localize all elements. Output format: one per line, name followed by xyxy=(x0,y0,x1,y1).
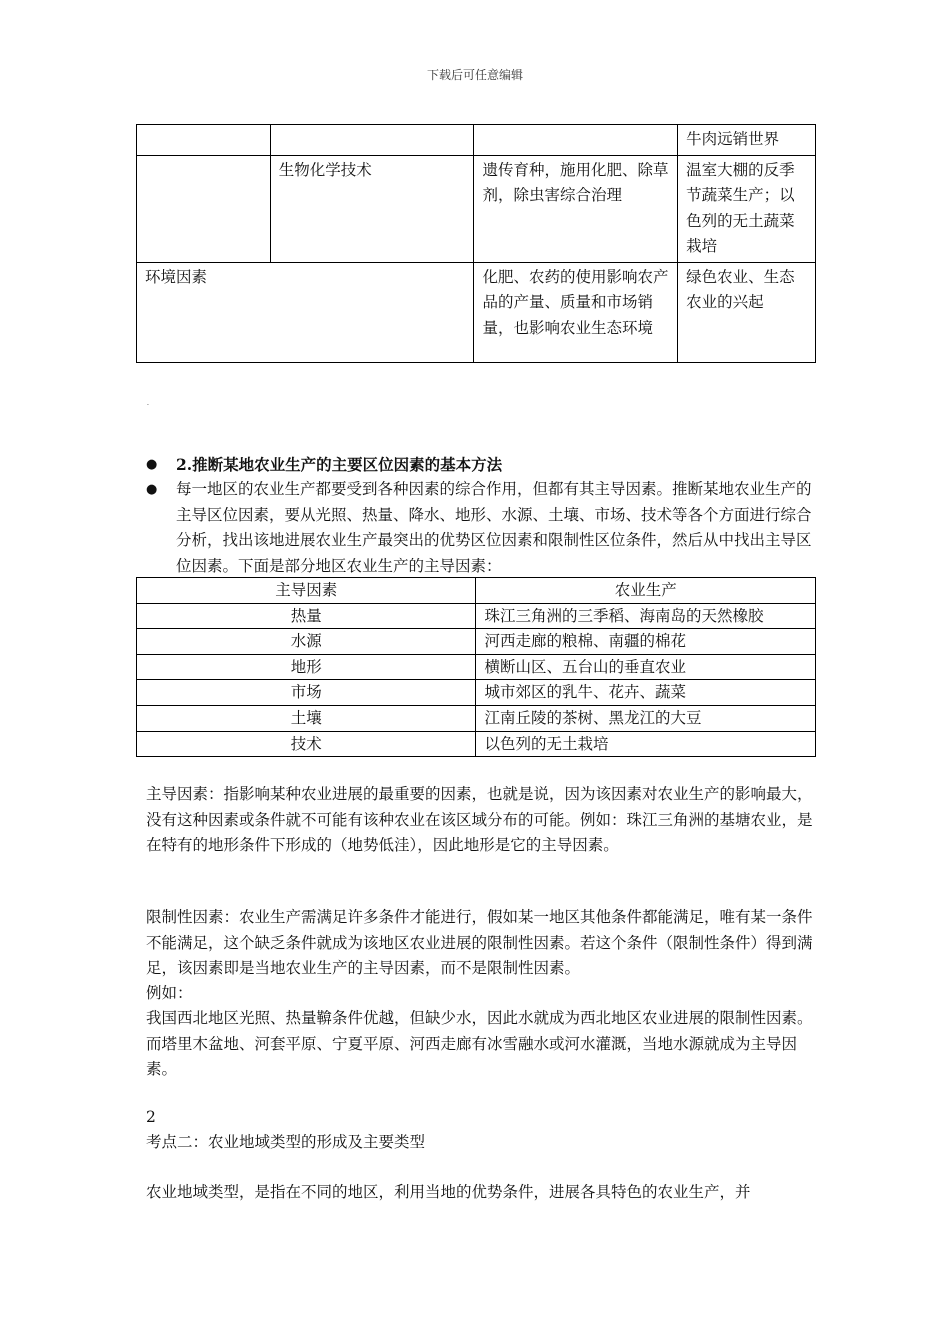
factor-table xyxy=(136,124,816,363)
table-cell: 河西走廊的粮棉、南疆的棉花 xyxy=(476,629,816,655)
table-cell xyxy=(137,125,271,156)
column-header: 农业生产 xyxy=(476,578,816,604)
table-row xyxy=(137,155,816,262)
table-cell: 城市郊区的乳牛、花卉、蔬菜 xyxy=(476,680,816,706)
bullet-heading: 2.推断某地农业生产的主要区位因素的基本方法 xyxy=(176,455,503,474)
dominant-factor-table xyxy=(136,577,816,757)
table-cell: 市场 xyxy=(137,680,476,706)
table-cell xyxy=(137,155,271,262)
page-header: 下载后可任意编辑 xyxy=(426,68,523,82)
table-row xyxy=(137,654,816,680)
table-row xyxy=(137,680,816,706)
table-cell: 温室大棚的反季节蔬菜生产；以色列的无土蔬菜栽培 xyxy=(678,155,816,262)
table-cell: 地形 xyxy=(137,654,476,680)
dominant-factor-paragraph: 主导因素：指影响某种农业进展的最重要的因素，也就是说，因为该因素对农业生产的影响最大，没有这种因素或条件就不可能有该种农业在该区域分布的可能。例如：珠江三角洲的基塘农业，是在特有的地形条件下形成的（地势低洼），因此地形是它的主导因素。 xyxy=(146,785,813,854)
bullet-icon: ● xyxy=(146,482,158,497)
table-row xyxy=(137,705,816,731)
table-cell: 土壤 xyxy=(137,705,476,731)
table-cell: 环境因素 xyxy=(137,262,474,362)
table-cell: 技术 xyxy=(137,731,476,757)
table-cell: 绿色农业、生态农业的兴起 xyxy=(678,262,816,362)
table-cell: 热量 xyxy=(137,603,476,629)
table-cell: 遗传育种，施用化肥、除草剂，除虫害综合治理 xyxy=(474,155,678,262)
table-cell: 生物化学技术 xyxy=(270,155,474,262)
table-cell: 江南丘陵的茶树、黑龙江的大豆 xyxy=(476,705,816,731)
example-label: 例如： xyxy=(146,984,193,1002)
table-cell xyxy=(270,125,474,156)
table-row xyxy=(137,603,816,629)
section-number: 2 xyxy=(146,1108,156,1126)
table-cell: 以色列的无土栽培 xyxy=(476,731,816,757)
table-cell xyxy=(474,125,678,156)
table-row xyxy=(137,731,816,757)
table-header-row xyxy=(137,578,816,604)
example-paragraph: 我国西北地区光照、热量鞥条件优越，但缺少水，因此水就成为西北地区农业进展的限制性因素。而塔里木盆地、河套平原、宁夏平原、河西走廊有冰雪融水或河水灌溉，当地水源就成为主导因素。 xyxy=(146,1009,813,1078)
table-row xyxy=(137,262,816,362)
section-title: 考点二：农业地域类型的形成及主要类型 xyxy=(146,1133,426,1151)
table-cell: 化肥、农药的使用影响农产品的产量、质量和市场销量，也影响农业生态环境 xyxy=(474,262,678,362)
table-cell: 珠江三角洲的三季稻、海南岛的天然橡胶 xyxy=(476,603,816,629)
table-cell: 水源 xyxy=(137,629,476,655)
section-paragraph: 农业地域类型，是指在不同的地区，利用当地的优势条件，进展各具特色的农业生产，并 xyxy=(146,1183,751,1201)
table-cell: 横断山区、五台山的垂直农业 xyxy=(476,654,816,680)
table-row xyxy=(137,629,816,655)
limiting-factor-paragraph: 限制性因素：农业生产需满足许多条件才能进行，假如某一地区其他条件都能满足，唯有某一条件不能满足，这个缺乏条件就成为该地区农业进展的限制性因素。若这个条件（限制性条件）得到满足，该因素即是当地农业生产的主导因素，而不是限制性因素。 xyxy=(146,908,813,977)
stray-dot: . xyxy=(147,400,149,407)
bullet-item-method xyxy=(146,452,816,478)
column-header: 主导因素 xyxy=(137,578,476,604)
table-cell: 牛肉远销世界 xyxy=(678,125,816,156)
bullet-icon: ● xyxy=(146,457,158,472)
table-row xyxy=(137,125,816,156)
bullet-paragraph: 每一地区的农业生产都要受到各种因素的综合作用，但都有其主导因素。推断某地农业生产的主导区位因素，要从光照、热量、降水、地形、水源、土壤、市场、技术等各个方面进行综合分析，找出该地进展农业生产最突出的优势区位因素和限制性区位条件，然后从中找出主导区位因素。下面是部分地区农业生产的主导因素： xyxy=(176,480,812,575)
bullet-item-intro xyxy=(146,477,816,579)
